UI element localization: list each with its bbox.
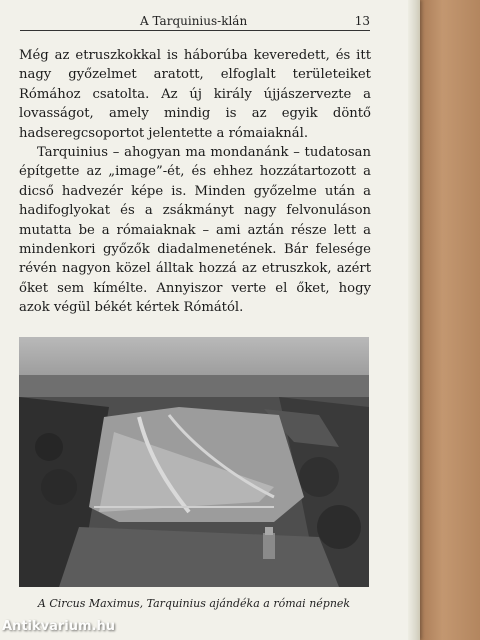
paragraph-1: Még az etruszkokkal is háborúba keveredett, és itt nagy győzelmet aratott, elfoglalt területeiket Rómához csatolta. Az új király újjászervezte a lovasságot, amely mindig is az egyik döntő hadseregcsoportot jelentette a rómaiaknál. [19,48,371,141]
page-number: 13 [354,14,370,28]
page-edge [408,0,420,640]
circus-maximus-photo [19,337,369,587]
running-title: A Tarquinius-klán [140,14,248,28]
watermark-logo: Antikvarium.hu [2,619,115,634]
figure-caption: A Circus Maximus, Tarquinius ajándéka a római népnek [37,597,351,610]
paragraph-2: Tarquinius – ahogyan ma mondanánk – tudatosan építgette az „image”-ét, és ehhez hozzátartozott a dicső hadvezér képe is. Minden győzelme után a hadifoglyokat és a zsákmányt nagy felvonuláson mutatta be a rómaiaknak – ami aztán része lett a mindenkori győzők diadalmenetének. Bár felesége révén nagyon közel álltak hozzá az etruszkok, azért őket sem kímélte. Annyiszor verte el őket, hogy azok végül békét kértek Rómától. [19,145,371,316]
running-header [20,10,370,31]
body-text [19,46,371,318]
background-surface [418,0,480,640]
